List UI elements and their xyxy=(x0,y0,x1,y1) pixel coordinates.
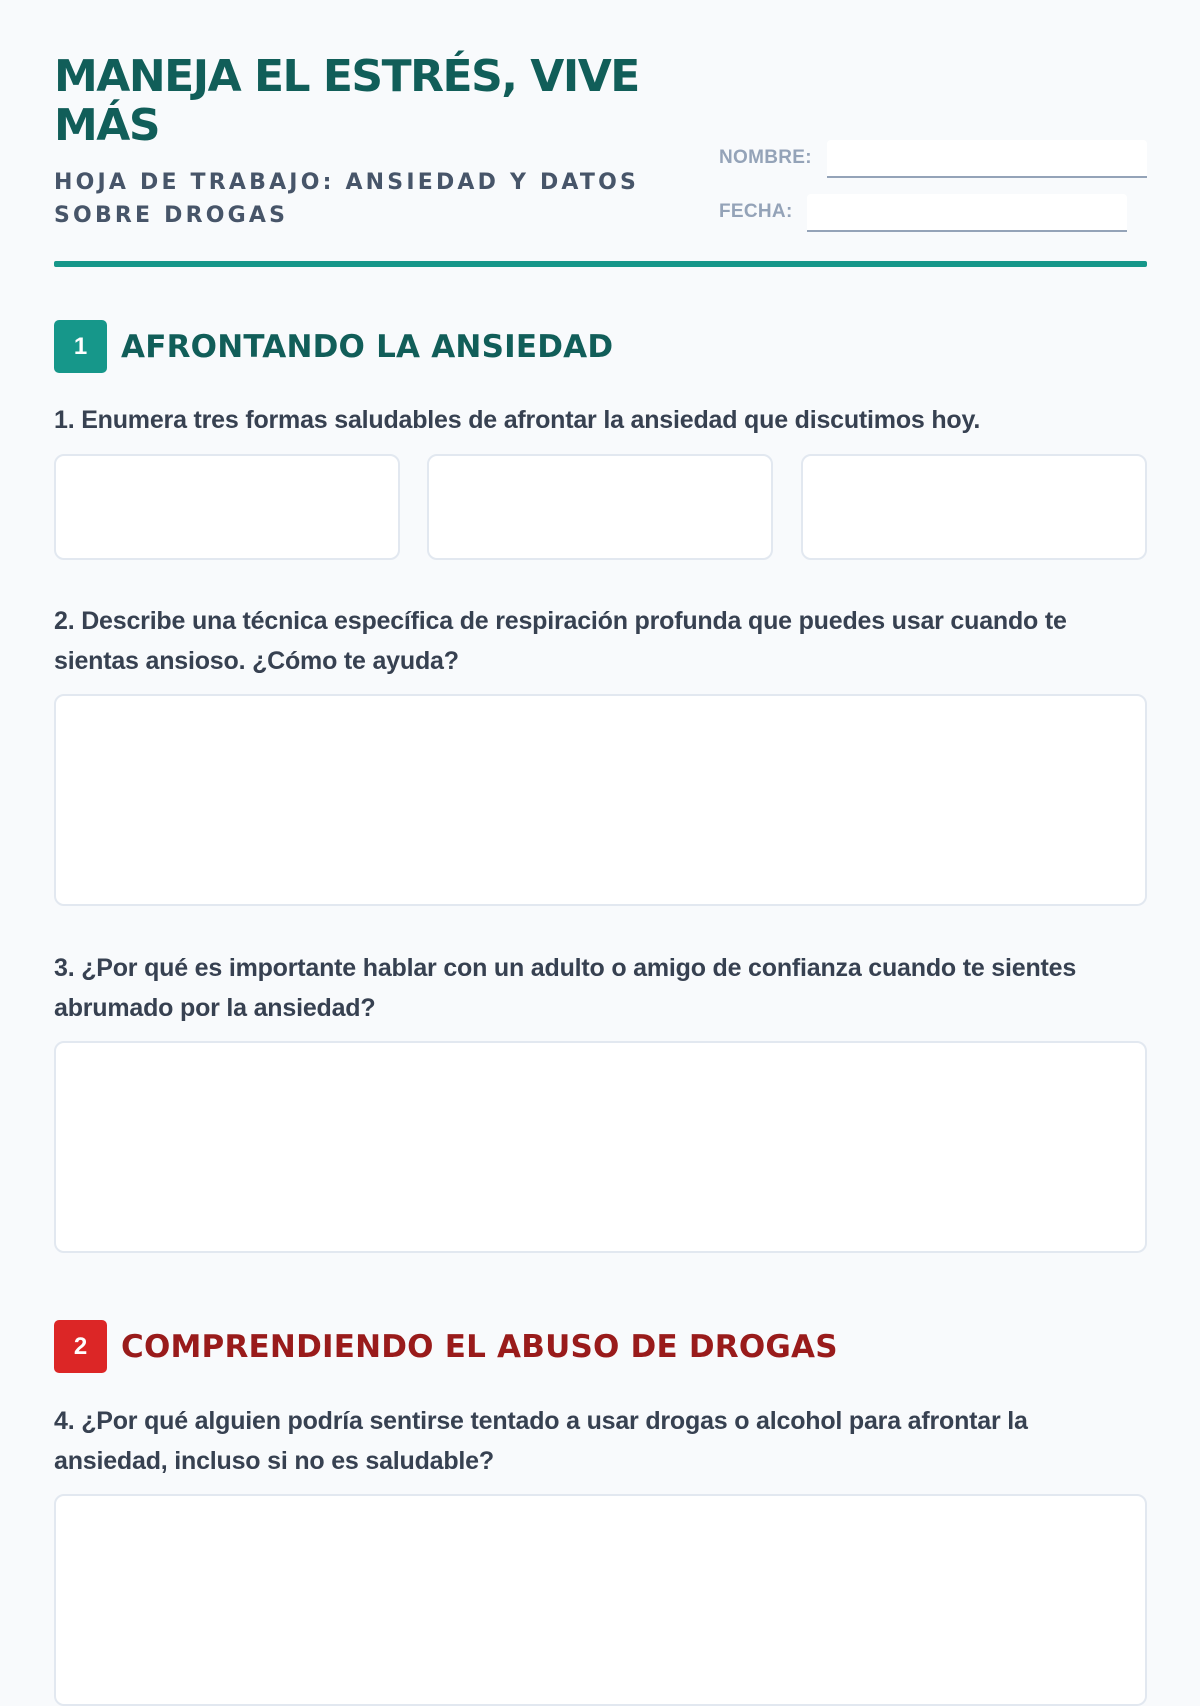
answer-box-q1-c[interactable] xyxy=(801,454,1147,560)
name-field[interactable] xyxy=(827,140,1147,178)
worksheet-title: MANEJA EL ESTRÉS, VIVE MÁS xyxy=(54,51,639,151)
name-label: NOMBRE: xyxy=(719,147,812,168)
answer-box-q1-a[interactable] xyxy=(54,454,400,560)
question-4: 4. ¿Por qué alguien podría sentirse tentado a usar drogas o alcohol para afrontar la ansiedad, incluso si no es saludable? xyxy=(54,1407,1028,1475)
question-3: 3. ¿Por qué es importante hablar con un adulto o amigo de confianza cuando te sientes abrumado por la ansiedad? xyxy=(54,954,1077,1022)
worksheet-subtitle: HOJA DE TRABAJO: ANSIEDAD Y DATOS SOBRE DROGAS xyxy=(54,170,640,228)
section-drug-abuse-header xyxy=(54,1320,1147,1374)
date-field[interactable] xyxy=(807,194,1127,232)
section-coping-anxiety-header xyxy=(54,320,1147,374)
section-number-badge: 2 xyxy=(54,1320,107,1373)
worksheet-page xyxy=(54,0,1147,1600)
header-divider xyxy=(54,261,1147,267)
answer-box-q3[interactable] xyxy=(54,1041,1147,1253)
section-title: COMPRENDIENDO EL ABUSO DE DROGAS xyxy=(121,1329,838,1365)
section-title: AFRONTANDO LA ANSIEDAD xyxy=(121,329,614,365)
section-number-badge: 1 xyxy=(54,320,107,373)
answer-box-q4[interactable] xyxy=(54,1494,1147,1706)
date-label: FECHA: xyxy=(719,201,793,222)
answer-box-q2[interactable] xyxy=(54,694,1147,906)
question-1: 1. Enumera tres formas saludables de afrontar la ansiedad que discutimos hoy. xyxy=(54,406,981,434)
worksheet-header xyxy=(54,50,1147,268)
answer-box-q1-b[interactable] xyxy=(427,454,773,560)
question-2: 2. Describe una técnica específica de respiración profunda que puedes usar cuando te sientas ansioso. ¿Cómo te ayuda? xyxy=(54,607,1067,675)
